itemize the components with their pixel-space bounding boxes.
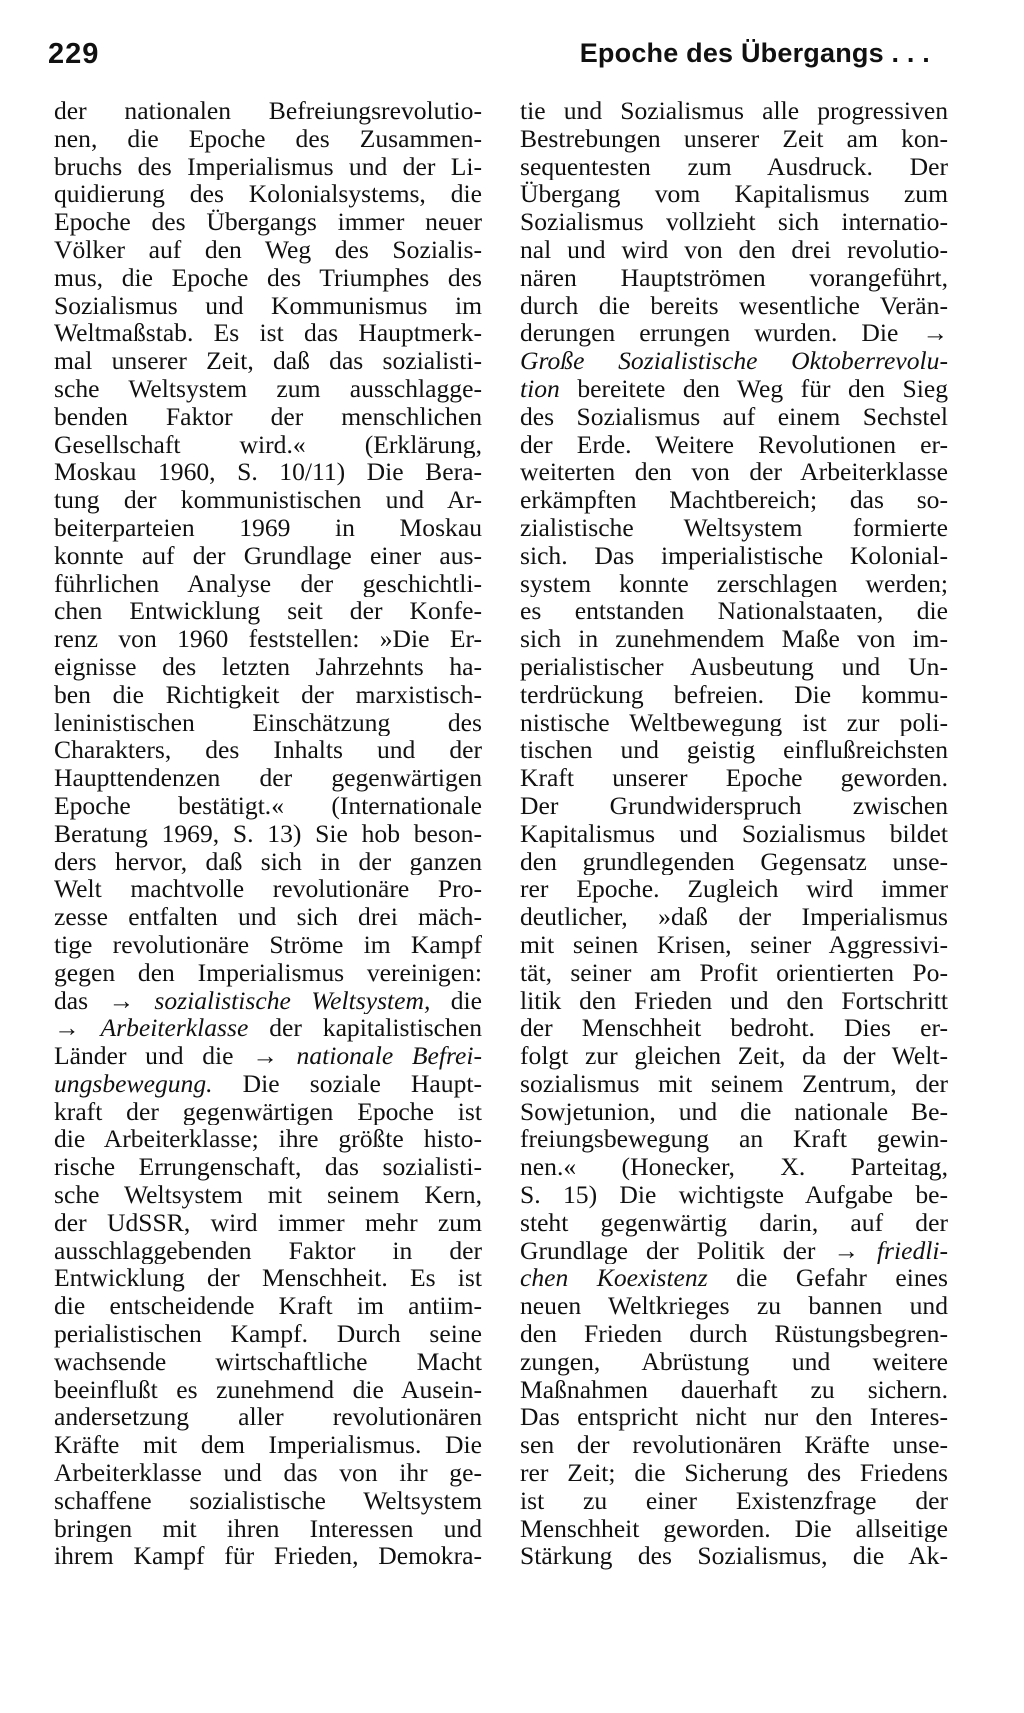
text-run: bringen mit ihren Interessen und (54, 1514, 482, 1543)
text-run: mit seinen Krisen, seiner Aggressivi- (520, 930, 948, 959)
text-run: quidierung des Kolonialsystems, die (54, 180, 482, 209)
text-line (520, 1237, 948, 1265)
text-run: Bestrebungen unserer Zeit am kon- (520, 124, 948, 153)
text-line (520, 431, 948, 459)
text-run: Beratung 1969, S. 13) Sie hob beson- (54, 819, 482, 848)
text-line (54, 709, 482, 737)
text-run: freiungsbewegung an Kraft gewin- (520, 1125, 948, 1154)
text-run: Sozialismus und Kommunismus im (54, 291, 482, 320)
text-run: folgt zur gleichen Zeit, da der Welt- (520, 1042, 948, 1070)
text-line (520, 1181, 948, 1209)
text-line (54, 292, 482, 320)
text-line (520, 1487, 948, 1515)
text-run: sich in zunehmendem Maße von im- (520, 625, 948, 653)
text-line (520, 848, 948, 876)
text-run: perialistischen Kampf. Durch seine (54, 1320, 482, 1348)
text-line (520, 1153, 948, 1181)
text-line (54, 1237, 482, 1265)
text-line (520, 97, 948, 125)
text-run: der Erde. Weitere Revolutionen er- (520, 430, 948, 459)
text-run: Der Grundwiderspruch zwischen (520, 791, 948, 820)
text-run: sequentesten zum Ausdruck. Der (520, 152, 948, 181)
text-run: steht gegenwärtig darin, auf der (520, 1208, 948, 1237)
text-line (520, 903, 948, 931)
emphasized-term: Große Sozialistische Oktoberrevolu- (520, 347, 948, 375)
text-run: bruchs des Imperialismus und der Li- (54, 152, 482, 181)
text-run: beeinflußt es zunehmend die Ausein- (54, 1375, 482, 1404)
text-line (54, 1070, 482, 1098)
text-run: S. 15) Die wichtigste Aufgabe be- (520, 1181, 948, 1209)
text-line (54, 486, 482, 514)
text-line (54, 597, 482, 625)
emphasized-term: chen Koexistenz (520, 1264, 708, 1293)
text-line (520, 208, 948, 236)
text-run: kraft der gegenwärtigen Epoche ist (54, 1097, 482, 1126)
text-line (520, 1014, 948, 1042)
text-line (520, 1431, 948, 1459)
text-run: → (54, 1014, 101, 1043)
text-line (520, 264, 948, 292)
text-line (520, 1070, 948, 1098)
text-line (54, 1292, 482, 1320)
text-run: die (430, 986, 482, 1015)
text-run: nären Hauptströmen vorangeführt, (520, 263, 948, 292)
text-line (520, 1515, 948, 1543)
text-line (54, 1348, 482, 1376)
text-run: nal und wird von den drei revolutio- (520, 235, 948, 264)
text-line (54, 542, 482, 570)
text-line (54, 236, 482, 264)
text-run: ist zu einer Existenzfrage der (520, 1486, 948, 1515)
text-run: sche Weltsystem zum ausschlagge- (54, 374, 482, 403)
text-run: Grundlage der Politik der → (520, 1236, 877, 1265)
text-run: nen, die Epoche des Zusammen- (54, 124, 482, 153)
text-line (54, 1431, 482, 1459)
text-line (54, 125, 482, 153)
text-line (54, 1542, 482, 1570)
text-line (54, 153, 482, 181)
page-number: 229 (48, 38, 100, 70)
text-line (520, 709, 948, 737)
text-run: Welt machtvolle revolutionäre Pro- (54, 875, 482, 904)
text-run: weiterten den von der Arbeiterklasse (520, 458, 948, 487)
text-run: ausschlaggebenden Faktor in der (54, 1236, 482, 1265)
text-run: andersetzung aller revolutionären (54, 1403, 482, 1432)
text-run: ben die Richtigkeit der marxistisch- (54, 680, 482, 709)
text-line (520, 1348, 948, 1376)
text-line (54, 625, 482, 653)
text-run: eignisse des letzten Jahrzehnts ha- (54, 652, 482, 681)
text-line (54, 1459, 482, 1487)
emphasized-term: ungsbewegung. (54, 1069, 213, 1098)
text-line (520, 736, 948, 764)
text-line (520, 1264, 948, 1292)
text-run: Stärkung des Sozialismus, die Ak- (520, 1542, 948, 1571)
text-run: terdrückung befreien. Die kommu- (520, 680, 948, 709)
text-line (520, 542, 948, 570)
text-run: Kräfte mit dem Imperialismus. Die (54, 1431, 482, 1460)
text-run: Länder und die → (54, 1042, 297, 1070)
text-run: es entstanden Nationalstaaten, die (520, 597, 948, 626)
emphasized-term: friedli- (876, 1236, 948, 1265)
text-run: benden Faktor der menschlichen (54, 402, 482, 431)
text-run: nistische Weltbewegung ist zur poli- (520, 708, 948, 737)
text-run: leninistischen Einschätzung des (54, 708, 482, 737)
text-line (54, 987, 482, 1015)
text-line (54, 1376, 482, 1404)
running-title: Epoche des Übergangs . . . (579, 38, 930, 68)
text-line (520, 1042, 948, 1070)
text-run: renz von 1960 feststellen: »Die Er- (54, 625, 482, 653)
text-line (520, 792, 948, 820)
text-line (520, 1403, 948, 1431)
text-run: erkämpften Machtbereich; das so- (520, 486, 948, 514)
text-run: Moskau 1960, S. 10/11) Die Bera- (54, 458, 482, 487)
text-line (54, 1014, 482, 1042)
text-line (54, 792, 482, 820)
text-run: mal unserer Zeit, daß das sozialisti- (54, 347, 482, 375)
text-run: gegen den Imperialismus vereinigen: (54, 958, 482, 987)
text-run: rer Epoche. Zugleich wird immer (520, 875, 948, 904)
text-line (54, 458, 482, 486)
text-run: chen Entwicklung seit der Konfe- (54, 597, 482, 626)
text-run: Maßnahmen dauerhaft zu sichern. (520, 1375, 948, 1404)
text-line (520, 764, 948, 792)
text-run: tige revolutionäre Ströme im Kampf (54, 930, 482, 959)
text-line (54, 431, 482, 459)
text-run: die Arbeiterklasse; ihre größte histo- (54, 1125, 482, 1154)
text-line (54, 375, 482, 403)
text-line (520, 514, 948, 542)
text-line (54, 764, 482, 792)
text-run: Charakters, des Inhalts und der (54, 736, 482, 765)
text-line (520, 486, 948, 514)
text-run: schaffene sozialistische Weltsystem (54, 1486, 482, 1515)
text-run: deutlicher, »daß der Imperialismus (520, 903, 948, 931)
text-run: sozialismus mit seinem Zentrum, der (520, 1069, 948, 1098)
text-line (54, 264, 482, 292)
text-line (54, 653, 482, 681)
text-line (520, 625, 948, 653)
text-column-right (520, 97, 948, 1570)
text-run: durch die bereits wesentliche Verän- (520, 291, 948, 320)
text-line (520, 875, 948, 903)
text-run: sich. Das imperialistische Kolonial- (520, 541, 948, 570)
text-line (54, 570, 482, 598)
text-run: bereitete den Weg für den Sieg (559, 374, 948, 403)
text-run: system konnte zerschlagen werden; (520, 569, 948, 598)
text-run: litik den Frieden und den Fortschritt (520, 986, 948, 1015)
text-line (520, 681, 948, 709)
text-run: Arbeiterklasse und das von ihr ge- (54, 1459, 482, 1487)
text-run: rer Zeit; die Sicherung des Friedens (520, 1459, 948, 1487)
text-line (520, 1376, 948, 1404)
text-run: tung der kommunistischen und Ar- (54, 486, 482, 514)
text-run: Haupttendenzen der gegenwärtigen (54, 764, 482, 792)
text-line (54, 875, 482, 903)
text-line (520, 347, 948, 375)
text-line (54, 681, 482, 709)
text-run: Völker auf den Weg des Sozialis- (54, 235, 482, 264)
text-line (54, 1098, 482, 1126)
text-run: Sozialismus vollzieht sich internatio- (520, 208, 948, 236)
text-line (520, 1209, 948, 1237)
text-line (520, 1320, 948, 1348)
text-line (54, 1403, 482, 1431)
text-line (54, 208, 482, 236)
text-line (520, 375, 948, 403)
text-run: der kapitalistischen (248, 1014, 482, 1043)
text-run: das → (54, 986, 155, 1015)
text-run: Die soziale Haupt- (212, 1069, 482, 1098)
text-line (520, 292, 948, 320)
text-run: nen.« (Honecker, X. Parteitag, (520, 1153, 948, 1182)
text-run: der UdSSR, wird immer mehr zum (54, 1208, 482, 1237)
text-run: Menschheit geworden. Die allseitige (520, 1514, 948, 1543)
text-run: beiterparteien 1969 in Moskau (54, 513, 482, 542)
text-line (520, 1098, 948, 1126)
text-run: tät, seiner am Profit orientierten Po- (520, 958, 948, 987)
text-line (54, 1125, 482, 1153)
text-line (520, 931, 948, 959)
text-run: ders hervor, daß sich in der ganzen (54, 847, 482, 876)
text-line (54, 97, 482, 125)
text-run: tie und Sozialismus alle progressiven (520, 97, 948, 125)
emphasized-term: tion (520, 374, 560, 403)
text-run: Epoche bestätigt.« (Internationale (54, 791, 482, 820)
text-run: Das entspricht nicht nur den Interes- (520, 1403, 948, 1432)
text-run: tischen und geistig einflußreichsten (520, 736, 948, 765)
text-run: die Gefahr eines (707, 1264, 948, 1293)
text-run: sche Weltsystem mit seinem Kern, (54, 1181, 482, 1209)
text-run: führlichen Analyse der geschichtli- (54, 569, 482, 598)
text-run: den grundlegenden Gegensatz unse- (520, 847, 948, 876)
text-run: konnte auf der Grundlage einer aus- (54, 541, 482, 570)
text-line (54, 403, 482, 431)
text-run: Übergang vom Kapitalismus zum (520, 180, 948, 209)
text-line (54, 1042, 482, 1070)
text-run: zesse entfalten und sich drei mäch- (54, 903, 482, 931)
text-line (54, 959, 482, 987)
text-run: neuen Weltkrieges zu bannen und (520, 1292, 948, 1321)
text-line (520, 1459, 948, 1487)
text-line (520, 820, 948, 848)
text-line (54, 319, 482, 347)
text-line (54, 180, 482, 208)
text-line (54, 820, 482, 848)
text-run: Entwicklung der Menschheit. Es ist (54, 1264, 482, 1293)
text-run: wachsende wirtschaftliche Macht (54, 1347, 482, 1376)
emphasized-term: sozialistische Weltsystem, (154, 986, 431, 1015)
text-line (520, 1125, 948, 1153)
text-line (54, 1209, 482, 1237)
text-line (54, 1320, 482, 1348)
text-line (520, 403, 948, 431)
text-line (520, 1542, 948, 1570)
text-line (520, 153, 948, 181)
text-line (520, 1292, 948, 1320)
text-run: der nationalen Befreiungsrevolutio- (54, 97, 482, 125)
text-line (54, 1181, 482, 1209)
text-line (54, 903, 482, 931)
text-run: den Frieden durch Rüstungsbegren- (520, 1320, 948, 1348)
text-line (54, 1515, 482, 1543)
text-line (520, 180, 948, 208)
text-line (54, 931, 482, 959)
text-line (520, 653, 948, 681)
text-line (54, 1264, 482, 1292)
text-line (520, 597, 948, 625)
text-run: des Sozialismus auf einem Sechstel (520, 402, 948, 431)
text-run: rische Errungenschaft, das sozialisti- (54, 1153, 482, 1182)
text-line (520, 570, 948, 598)
text-line (54, 514, 482, 542)
text-run: Kraft unserer Epoche geworden. (520, 764, 948, 792)
text-run: Weltmaßstab. Es ist das Hauptmerk- (54, 319, 482, 348)
text-run: derungen errungen wurden. Die → (520, 319, 948, 348)
text-run: die entscheidende Kraft im antiim- (54, 1292, 482, 1321)
emphasized-term: Arbeiterklasse (100, 1014, 249, 1043)
text-line (520, 987, 948, 1015)
text-run: ihrem Kampf für Frieden, Demokra- (54, 1542, 482, 1571)
text-line (54, 347, 482, 375)
text-run: Kapitalismus und Sozialismus bildet (520, 819, 948, 848)
text-line (54, 1153, 482, 1181)
text-run: sen der revolutionären Kräfte unse- (520, 1431, 948, 1460)
text-line (520, 319, 948, 347)
text-run: Gesellschaft wird.« (Erklärung, (54, 430, 482, 459)
text-line (520, 959, 948, 987)
text-run: Epoche des Übergangs immer neuer (54, 208, 482, 236)
text-run: der Menschheit bedroht. Dies er- (520, 1014, 948, 1043)
text-run: zungen, Abrüstung und weitere (520, 1347, 948, 1376)
text-run: mus, die Epoche des Triumphes des (54, 263, 482, 292)
text-column-left (54, 97, 482, 1570)
text-line (520, 125, 948, 153)
emphasized-term: nationale Befrei- (296, 1042, 482, 1070)
text-run: perialistischer Ausbeutung und Un- (520, 652, 948, 681)
text-line (54, 1487, 482, 1515)
text-line (54, 736, 482, 764)
text-run: zialistische Weltsystem formierte (520, 513, 948, 542)
text-line (54, 848, 482, 876)
text-line (520, 236, 948, 264)
text-line (520, 458, 948, 486)
text-run: Sowjetunion, und die nationale Be- (520, 1097, 948, 1126)
